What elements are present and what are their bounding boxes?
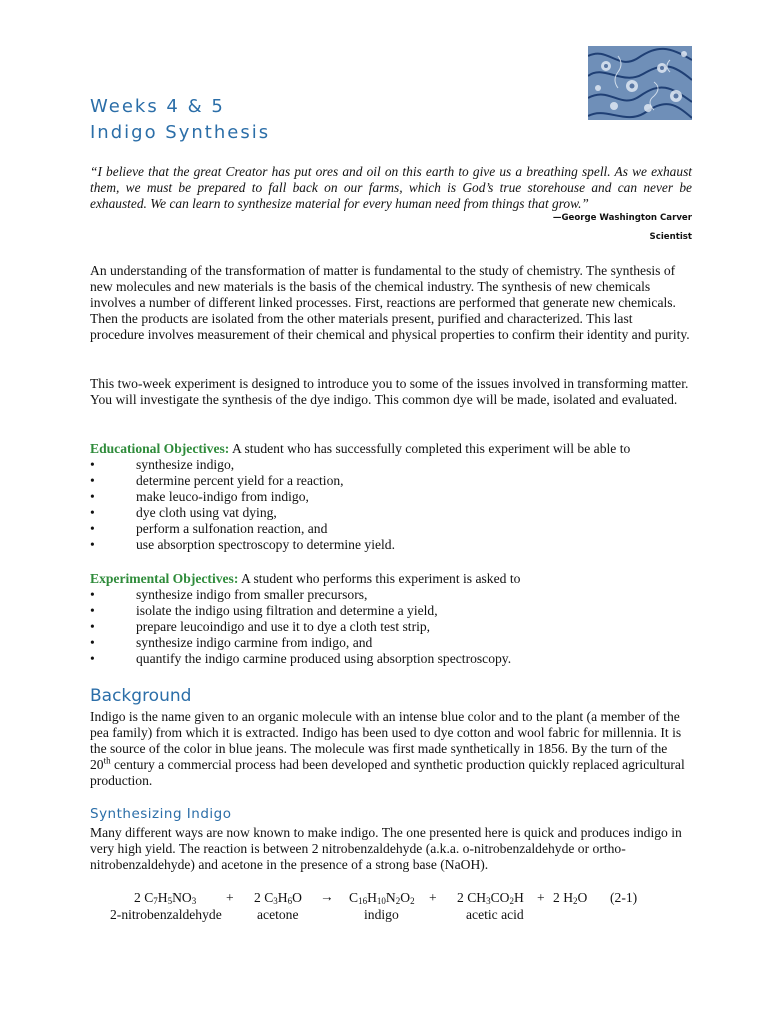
bullet-icon: •: [90, 651, 95, 666]
background-text-b: century a commercial process had been developed and synthetic production quickly replaced agricultural production.: [90, 757, 685, 788]
coefficient: 2: [457, 890, 464, 905]
plus-sign: +: [226, 890, 234, 905]
educational-objectives-lead: A student who has successfully completed this experiment will be able to: [229, 441, 631, 456]
coefficient: 2: [134, 890, 141, 905]
experimental-objectives-list: [90, 587, 690, 667]
background-text-a: Indigo is the name given to an organic molecule with an intense blue color and to the plant (a member of the pea family) from which it is extracted. Indigo has been used to dye cotton and wool fabric for millennia. It is the source of the color in blue jeans. The molecule was first made synthetically in 1856. By the turn of the 20: [90, 709, 682, 772]
experimental-objectives-lead: A student who performs this experiment is asked to: [238, 571, 521, 586]
list-item: [90, 489, 690, 505]
list-item: [90, 505, 690, 521]
quote-author-role: Scientist: [649, 232, 692, 242]
bullet-icon: •: [90, 457, 95, 472]
educational-objectives-intro: [90, 441, 690, 457]
list-item: [90, 457, 690, 473]
list-item: [90, 537, 690, 553]
synthesizing-indigo-heading: Synthesizing Indigo: [90, 806, 232, 822]
bullet-icon: •: [90, 537, 95, 552]
list-item: [90, 521, 690, 537]
product-water: 2 $H_2O$: [553, 890, 588, 906]
educational-objectives-list: [90, 457, 690, 553]
bullet-icon: •: [90, 521, 95, 536]
experimental-objectives-label: Experimental Objectives:: [90, 571, 239, 586]
reactant-nitrobenzaldehyde: 2 $C_7H_5NO_3$: [134, 890, 197, 906]
carver-quote: “I believe that the great Creator has put ores and oil on this earth to give us a breathing spell. As we exhaust them, we must be prepared to fall back on our farms, which is God’s true storehouse and can never be exhausted. We can learn to synthesize material for every human need from things that grow.”: [90, 164, 692, 211]
list-item-text: dye cloth using vat dying,: [136, 505, 277, 520]
label-acetone: acetone: [257, 907, 299, 922]
reactant-acetone: 2 $C_3H_6O$: [254, 890, 302, 906]
background-paragraph: [90, 709, 690, 789]
list-item-text: isolate the indigo using filtration and determine a yield,: [136, 603, 438, 618]
list-item-text: determine percent yield for a reaction,: [136, 473, 344, 488]
coefficient: 2: [553, 890, 560, 905]
product-acetic-acid: 2 $CH_3CO_2H$: [457, 890, 524, 906]
list-item: [90, 603, 690, 619]
equation-number: (2-1): [610, 890, 638, 905]
bullet-icon: •: [90, 473, 95, 488]
list-item: [90, 651, 690, 667]
list-item-text: synthesize indigo from smaller precursors,: [136, 587, 368, 602]
label-indigo: indigo: [364, 907, 399, 922]
product-indigo: $C_{16}H_{10}N_2O_2$: [349, 890, 415, 906]
list-item-text: quantify the indigo carmine produced using absorption spectroscopy.: [136, 651, 512, 666]
bullet-icon: •: [90, 587, 95, 602]
list-item-text: perform a sulfonation reaction, and: [136, 521, 328, 536]
list-item-text: make leuco-indigo from indigo,: [136, 489, 309, 504]
label-acetic-acid: acetic acid: [466, 907, 524, 922]
coefficient: 2: [254, 890, 261, 905]
bullet-icon: •: [90, 619, 95, 634]
list-item: [90, 473, 690, 489]
quote-author: —George Washington Carver: [552, 213, 692, 223]
list-item-text: use absorption spectroscopy to determine yield.: [136, 537, 395, 552]
experimental-objectives-intro: [90, 571, 690, 587]
list-item: [90, 619, 690, 635]
plus-sign: +: [429, 890, 437, 905]
plus-sign: +: [537, 890, 545, 905]
list-item: [90, 635, 690, 651]
page-title: [90, 94, 270, 146]
title-line-weeks: Weeks 4 & 5: [90, 96, 225, 117]
synthesizing-paragraph: Many different ways are now known to make indigo. The one presented here is quick and produces indigo in very high yield. The reaction is between 2 nitrobenzaldehyde (a.k.a. o-nitrobenzaldehyde or ortho-nitrobenzaldehyde) and acetone in the presence of a strong base (NaOH).: [90, 825, 682, 872]
reaction-arrow: →: [320, 889, 334, 904]
bullet-icon: •: [90, 603, 95, 618]
label-nitrobenzaldehyde: 2-nitrobenzaldehyde: [110, 907, 222, 922]
intro-paragraph-1: An understanding of the transformation of matter is fundamental to the study of chemistry. The synthesis of new molecules and new materials is the basis of the chemical industry. The synthesis of new chemicals involves a number of different linked processes. First, reactions are performed that generate new chemicals. Then the products are isolated from the other materials present, purified and characterized. This last procedure involves measurement of their chemical and physical properties to confirm their identity and purity.: [90, 263, 690, 342]
background-heading: Background: [90, 686, 192, 706]
bullet-icon: •: [90, 635, 95, 650]
list-item-text: prepare leucoindigo and use it to dye a cloth test strip,: [136, 619, 431, 634]
educational-objectives-label: Educational Objectives:: [90, 441, 230, 456]
fabric-pattern-graphic: [588, 46, 692, 120]
bullet-icon: •: [90, 489, 95, 504]
list-item-text: synthesize indigo carmine from indigo, and: [136, 635, 373, 650]
list-item: [90, 587, 690, 603]
intro-paragraph-2: This two-week experiment is designed to introduce you to some of the issues involved in transforming matter. You will investigate the synthesis of the dye indigo. This common dye will be made, isolated and evaluated.: [90, 376, 689, 407]
indigo-fabric-image: [588, 46, 692, 120]
list-item-text: synthesize indigo,: [136, 457, 235, 472]
title-line-topic: Indigo Synthesis: [90, 122, 271, 143]
superscript-th: th: [103, 755, 111, 766]
bullet-icon: •: [90, 505, 95, 520]
